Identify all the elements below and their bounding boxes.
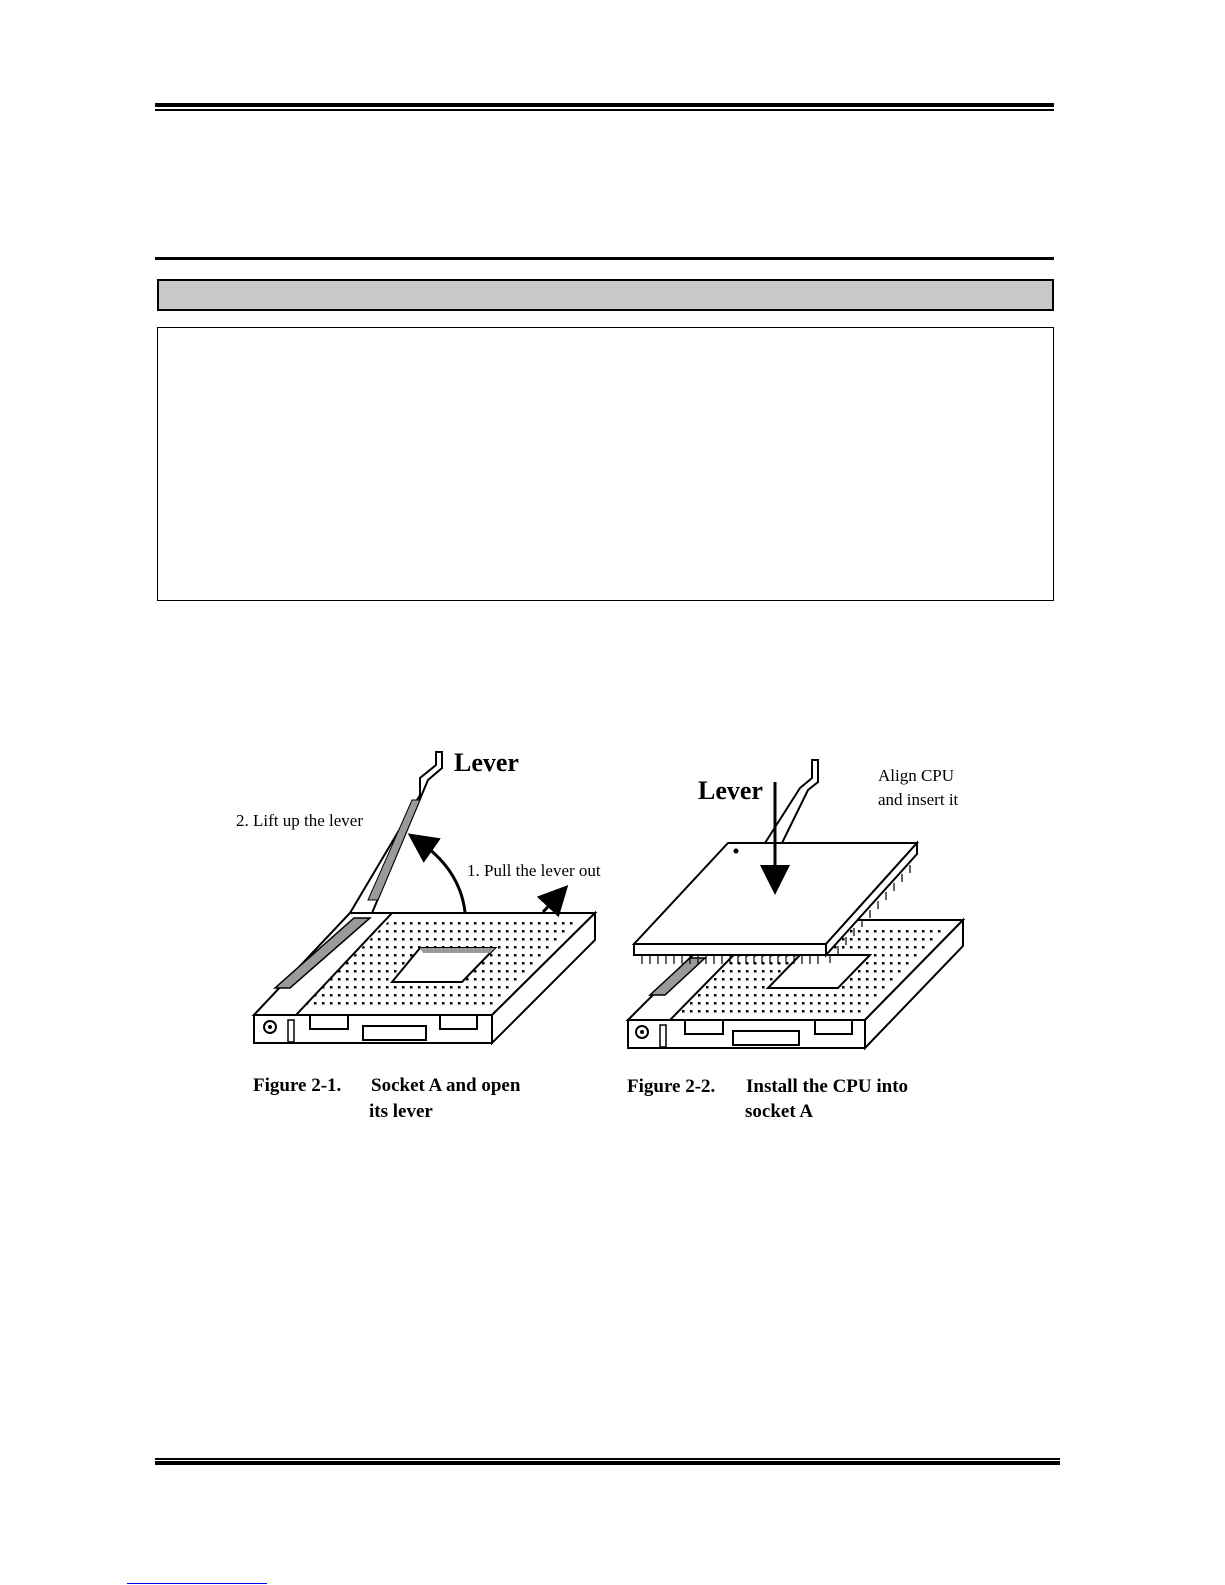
figure-2-1-illustration [236, 748, 601, 1122]
footer-rule-thick [155, 1461, 1060, 1465]
figure-2-2-illustration [627, 760, 963, 1122]
footer-rule-thin [155, 1458, 1060, 1460]
cpu-chip-front [634, 944, 826, 955]
footer-link-underline[interactable] [127, 1573, 267, 1584]
lift-arrow [420, 842, 465, 912]
figure1-callout-pull: 1. Pull the lever out [467, 861, 601, 880]
socket-lever-arm [350, 752, 442, 913]
figure1-caption-line2: its lever [369, 1101, 433, 1122]
figure1-caption-prefix: Figure 2-1. [253, 1075, 342, 1096]
figure2-callout-align-1: Align CPU [878, 766, 955, 785]
figure1-lever-label: Lever [454, 748, 519, 777]
pull-arrow [543, 896, 558, 912]
figure1-caption-line1: Socket A and open [371, 1075, 521, 1096]
figure2-caption-line2: socket A [745, 1101, 814, 1122]
figure2-callout-align-2: and insert it [878, 790, 959, 809]
figure1-callout-lift: 2. Lift up the lever [236, 811, 363, 830]
figure2-lever-label: Lever [698, 776, 763, 805]
figure2-caption-line1: Install the CPU into [746, 1076, 909, 1097]
figure2-caption-prefix: Figure 2-2. [627, 1076, 716, 1097]
